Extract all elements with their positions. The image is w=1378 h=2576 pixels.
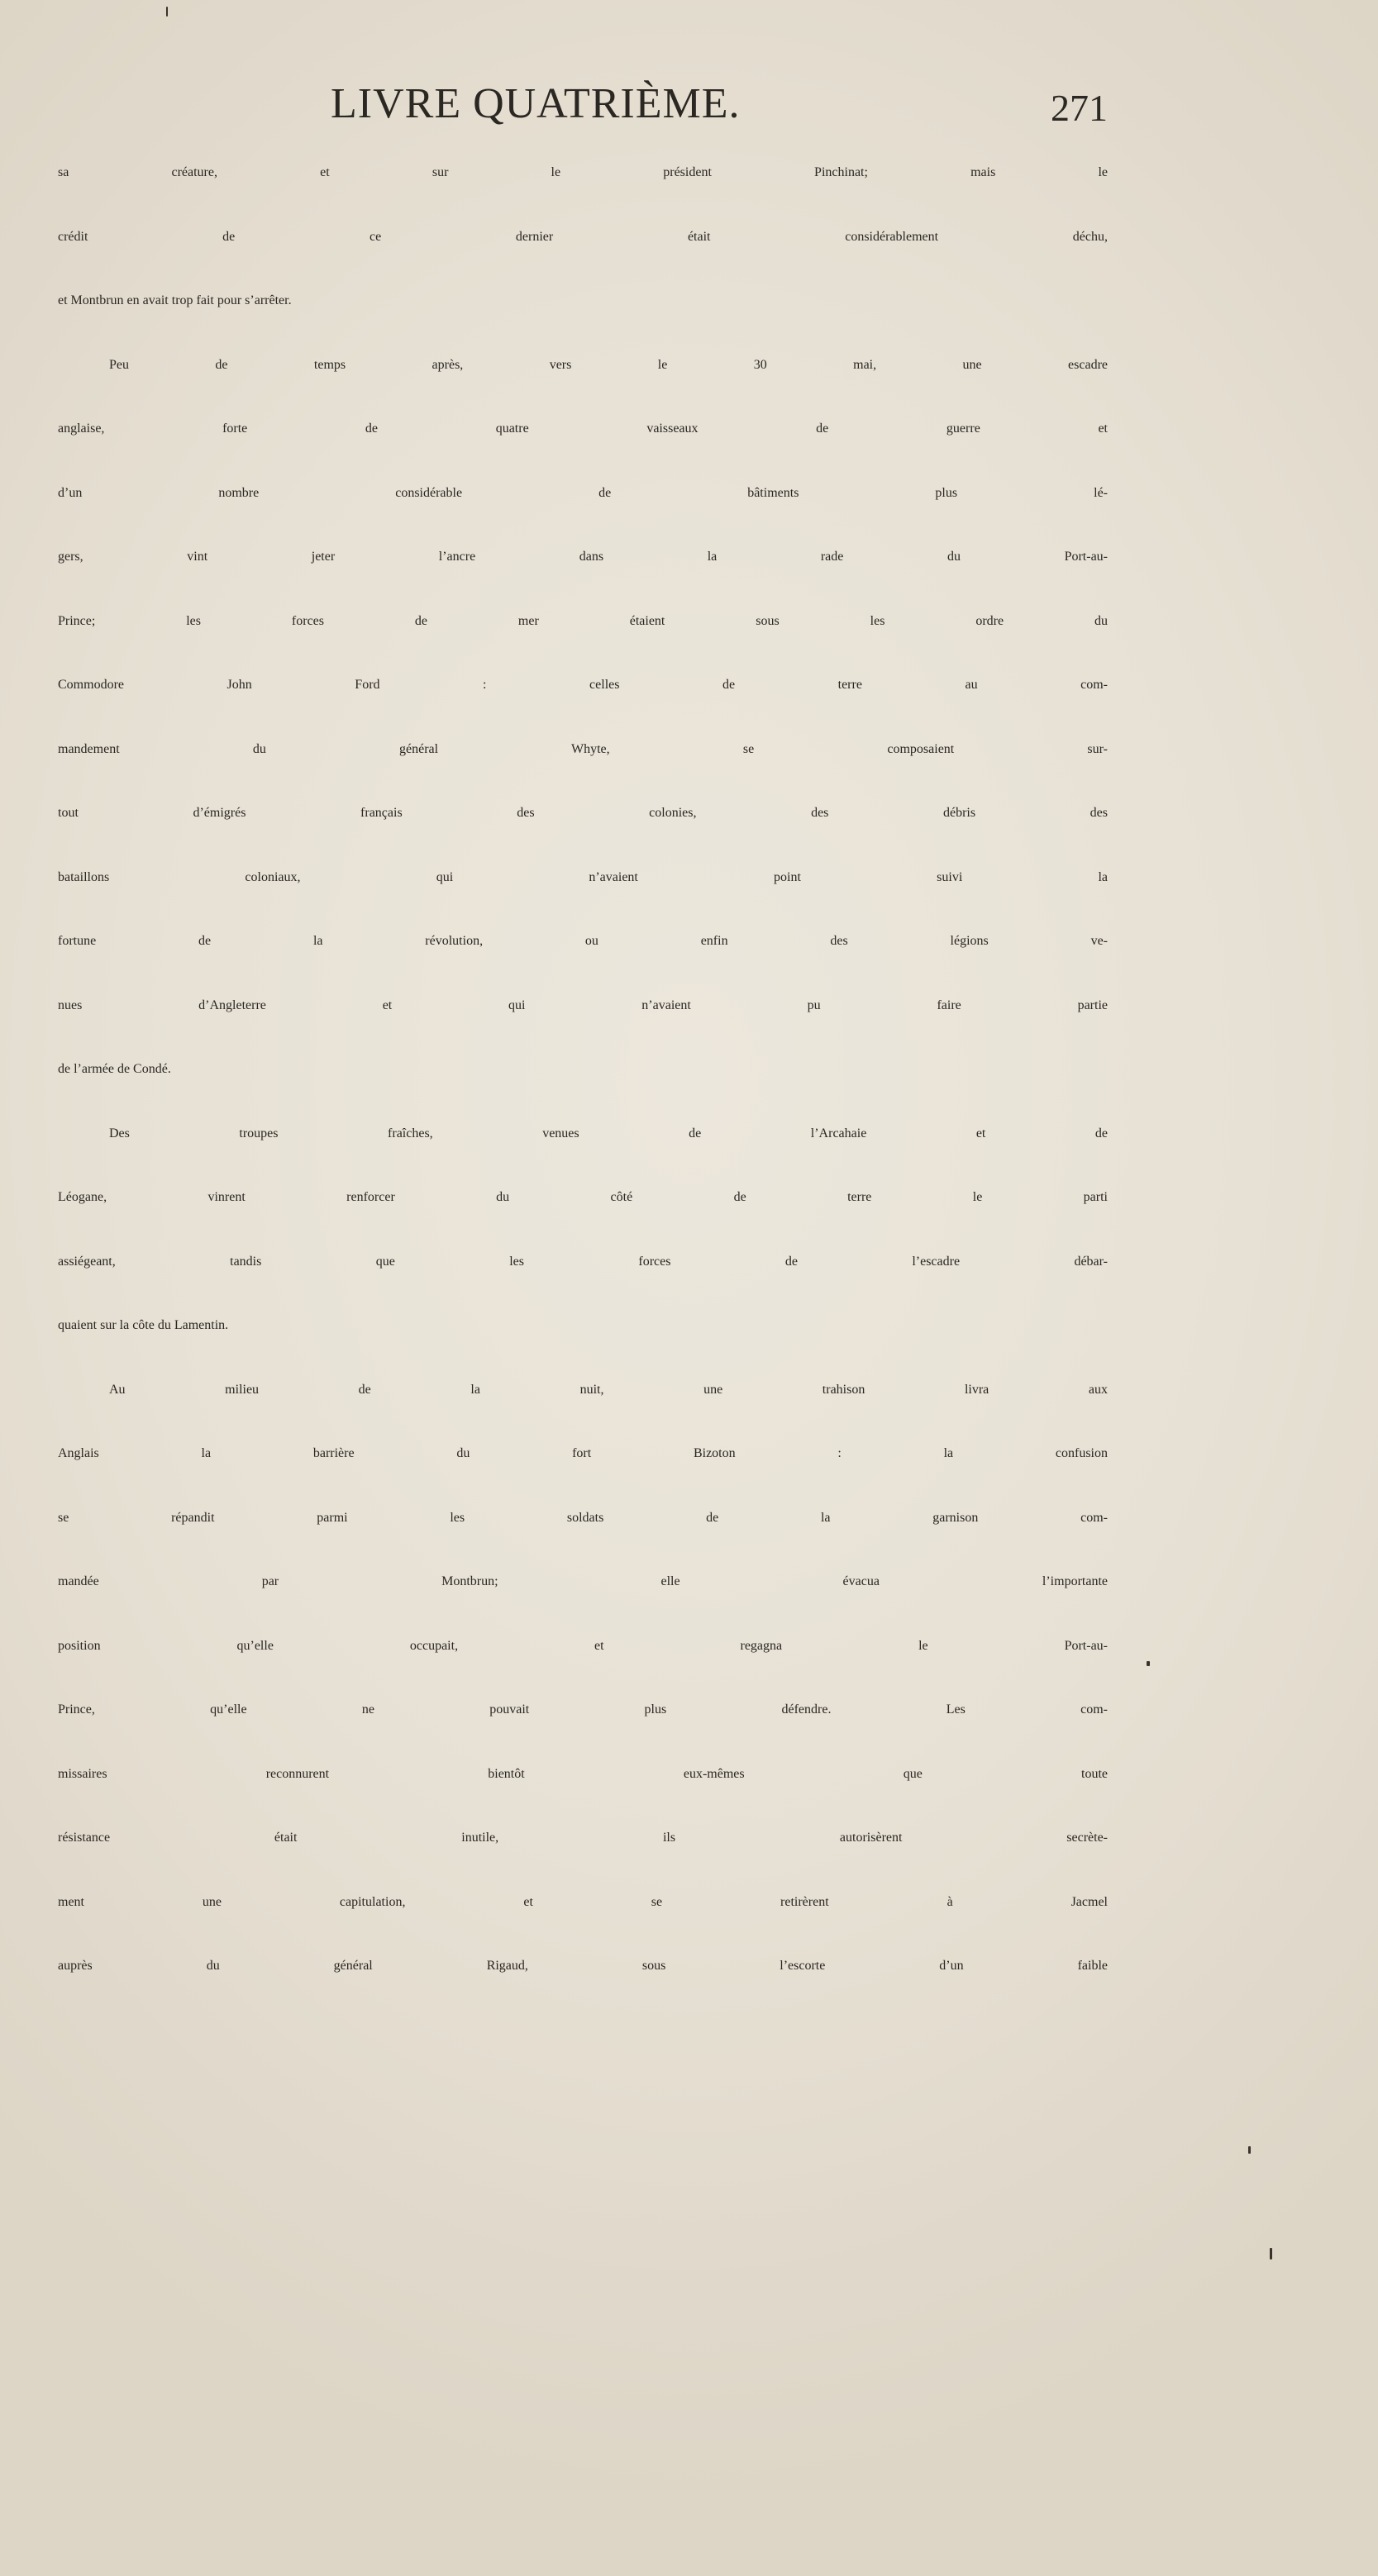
text-line: fortune de la révolution, ou enfin des légions ve-: [58, 934, 1108, 948]
text-line: auprès du général Rigaud, sous l’escorte d’un faible: [58, 1959, 1108, 1973]
text-line: Anglais la barrière du fort Bizoton : la confusion: [58, 1446, 1108, 1460]
page-number: 271: [1051, 87, 1108, 129]
text-line: missaires reconnurent bientôt eux-mêmes que toute: [58, 1766, 1108, 1781]
text-line: anglaise, forte de quatre vaisseaux de guerre et: [58, 421, 1108, 436]
text-line: se répandit parmi les soldats de la garnison com-: [58, 1510, 1108, 1525]
text-line: gers, vint jeter l’ancre dans la rade du Port-au-: [58, 550, 1108, 564]
text-line: bataillons coloniaux, qui n’avaient point suivi la: [58, 869, 1108, 884]
running-head: LIVRE QUATRIÈME.: [331, 80, 741, 127]
page-header: [58, 79, 1108, 137]
text-line: d’un nombre considérable de bâtiments plus lé-: [58, 485, 1108, 500]
text-line: quaient sur la côte du Lamentin.: [58, 1318, 229, 1332]
paragraph: [58, 165, 1108, 358]
paper-speck: [1147, 1661, 1150, 1666]
text-line: position qu’elle occupait, et regagna le Port-au-: [58, 1638, 1108, 1653]
text-line: Peu de temps après, vers le 30 mai, une escadre: [109, 357, 1108, 372]
text-line: et Montbrun en avait trop fait pour s’arrêter.: [58, 293, 292, 307]
text-line: Léogane, vinrent renforcer du côté de terre le parti: [58, 1190, 1108, 1204]
paragraph: [58, 358, 1108, 1126]
paper-speck: [166, 7, 168, 17]
text-line: Commodore John Ford : celles de terre au com-: [58, 678, 1108, 692]
text-line: de l’armée de Condé.: [58, 1062, 171, 1076]
paragraph: [58, 1383, 1108, 2023]
paper-speck: [1248, 2146, 1251, 2154]
text-line: Des troupes fraîches, venues de l’Arcahaie et de: [109, 1126, 1108, 1140]
text-line: ment une capitulation, et se retirèrent à Jacmel: [58, 1894, 1108, 1909]
body-text: [58, 165, 1108, 2023]
text-line: résistance était inutile, ils autorisèrent secrète-: [58, 1831, 1108, 1845]
text-line: mandée par Montbrun; elle évacua l’importante: [58, 1574, 1108, 1588]
text-line: tout d’émigrés français des colonies, des débris des: [58, 806, 1108, 820]
text-line: Au milieu de la nuit, une trahison livra aux: [109, 1382, 1108, 1397]
text-line: mandement du général Whyte, se composaient sur-: [58, 741, 1108, 756]
text-line: sa créature, et sur le président Pinchinat; mais le: [58, 165, 1108, 179]
text-line: assiégeant, tandis que les forces de l’escadre débar-: [58, 1254, 1108, 1269]
text-line: crédit de ce dernier était considérablement déchu,: [58, 229, 1108, 244]
text-line: Prince, qu’elle ne pouvait plus défendre. Les com-: [58, 1702, 1108, 1717]
text-line: Prince; les forces de mer étaient sous les ordre du: [58, 613, 1108, 628]
text-line: nues d’Angleterre et qui n’avaient pu faire partie: [58, 998, 1108, 1012]
paragraph: [58, 1126, 1108, 1383]
paper-speck: [1270, 2248, 1272, 2259]
